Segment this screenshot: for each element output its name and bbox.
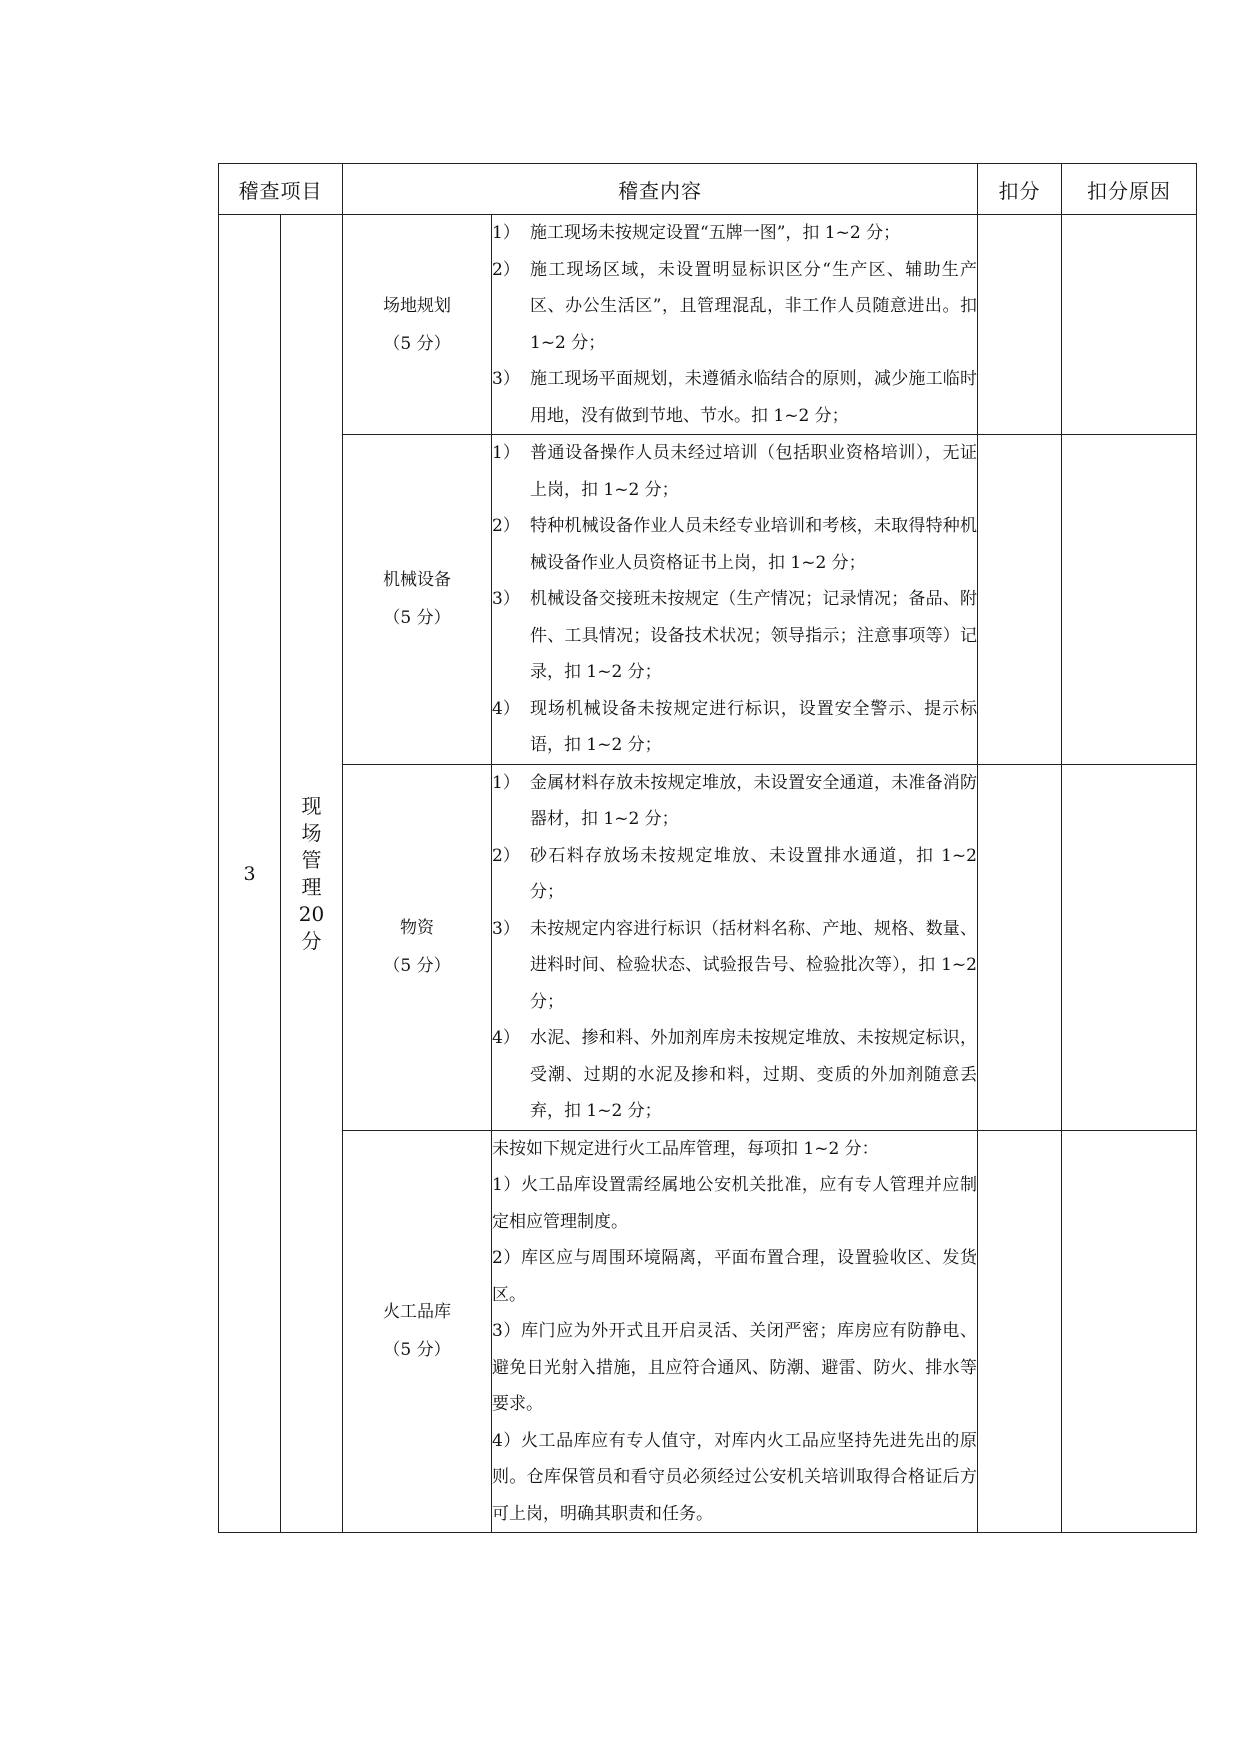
criteria-item [492,361,977,434]
header-reason: 扣分原因 [1062,164,1197,215]
subitem-score: （5 分） [383,333,451,354]
section-name-char: 场 [301,820,322,845]
criteria-text: 砂石料存放场未按规定堆放、未设置排水通道，扣 1~2 分； [530,845,977,902]
criteria-text: 水泥、掺和料、外加剂库房未按规定堆放、未按规定标识，受潮、过期的水泥及掺和料，过期、变质的外加剂随意丢弃，扣 1~2 分； [530,1028,977,1121]
section-name-char: 现 [301,793,322,818]
deduct-cell [978,435,1062,765]
subitem-score: （5 分） [383,956,451,976]
criteria-text: 施工现场未按规定设置“五牌一图”，扣 1~2 分； [530,223,901,243]
subitem-cell [343,764,492,1130]
subitem-title: 物资 [400,918,434,938]
criteria-number: 4） [492,1028,520,1048]
criteria-cell [492,215,978,435]
criteria-text: 普通设备操作人员未经过培训（包括职业资格培训），无证上岗，扣 1~2 分； [530,443,977,500]
section-name-char: 分 [301,928,322,953]
reason-cell [1062,435,1197,765]
subitem-title: 火工品库 [383,1302,451,1323]
header-content: 稽查内容 [343,164,978,215]
criteria-item [492,581,977,691]
criteria-text: 机械设备交接班未按规定（生产情况；记录情况；备品、附件、工具情况；设备技术状况；领导指示；注意事项等）记录，扣 1~2 分； [530,589,977,682]
criteria-text: 现场机械设备未按规定进行标识，设置安全警示、提示标语，扣 1~2 分； [530,698,977,755]
subitem-score: （5 分） [383,608,451,629]
criteria-paragraph: 3）库门应为外开式且开启灵活、关闭严密；库房应有防静电、避免日光射入措施，且应符合通风、防潮、避雷、防火、排水等要求。 [492,1321,977,1414]
header-item: 稽查项目 [219,164,343,215]
section-name-char: 理 [301,874,322,899]
criteria-paragraph: 2）库区应与周围环境隔离，平面布置合理，设置验收区、发货区。 [492,1248,977,1305]
criteria-number: 2） [492,845,520,866]
criteria-item [492,911,977,1021]
criteria-text: 未按规定内容进行标识（括材料名称、产地、规格、数量、进料时间、检验状态、试验报告号、检验批次等），扣 1~2 分； [530,918,977,1012]
section-name [281,215,343,1533]
criteria-cell [492,435,978,765]
criteria-item [492,435,977,508]
criteria-number: 3） [492,589,520,609]
subitem-title: 场地规划 [383,295,451,316]
deduct-cell [978,1130,1062,1533]
criteria-text: 金属材料存放未按规定堆放，未设置安全通道，未准备消防器材，扣 1~2 分； [530,772,977,829]
criteria-number: 2） [492,516,520,536]
reason-cell [1062,215,1197,435]
section-name-char: 管 [301,847,322,872]
subitem-cell [343,1130,492,1533]
criteria-item [492,765,977,838]
section-number: 3 [219,215,281,1533]
criteria-paragraph: 1）火工品库设置需经属地公安机关批准，应有专人管理并应制定相应管理制度。 [492,1175,977,1232]
table-row [219,1130,1197,1533]
criteria-text: 特种机械设备作业人员未经专业培训和考核，未取得特种机械设备作业人员资格证书上岗，扣 1~2 分； [530,516,977,573]
criteria-number: 2） [492,259,520,280]
table-row [219,764,1197,1130]
subitem-cell [343,435,492,765]
table-row [219,215,1197,435]
criteria-paragraph: 4）火工品库应有专人值守，对库内火工品应坚持先进先出的原则。仓库保管员和看守员必须经过公安机关培训取得合格证后方可上岗，明确其职责和任务。 [492,1430,977,1524]
section-name-char: 20 [298,901,325,926]
criteria-number: 1） [492,223,520,243]
header-deduct: 扣分 [978,164,1062,215]
criteria-item [492,215,977,252]
criteria-cell [492,1130,978,1533]
criteria-item [492,1020,977,1130]
criteria-number: 1） [492,443,520,463]
criteria-text: 施工现场平面规划，未遵循永临结合的原则，减少施工临时用地，没有做到节地、节水。扣 1~2 分； [530,369,977,426]
criteria-item [492,252,977,362]
criteria-item [492,691,977,764]
reason-cell [1062,1130,1197,1533]
deduct-cell [978,215,1062,435]
subitem-score: （5 分） [383,1340,451,1361]
criteria-item [492,508,977,581]
subitem-cell [343,215,492,435]
subitem-title: 机械设备 [383,570,451,591]
deduct-cell [978,764,1062,1130]
criteria-cell [492,764,978,1130]
criteria-number: 3） [492,369,520,389]
criteria-number: 3） [492,918,520,939]
reason-cell [1062,764,1197,1130]
audit-table [218,163,1197,1533]
header-row [219,164,1197,215]
criteria-text: 施工现场区域，未设置明显标识区分“生产区、辅助生产区、办公生活区”，且管理混乱，非工作人员随意进出。扣 1~2 分； [530,259,977,353]
criteria-number: 4） [492,698,520,719]
criteria-item [492,838,977,911]
criteria-intro: 未按如下规定进行火工品库管理，每项扣 1~2 分： [492,1138,879,1159]
table-row [219,435,1197,765]
criteria-number: 1） [492,772,520,793]
